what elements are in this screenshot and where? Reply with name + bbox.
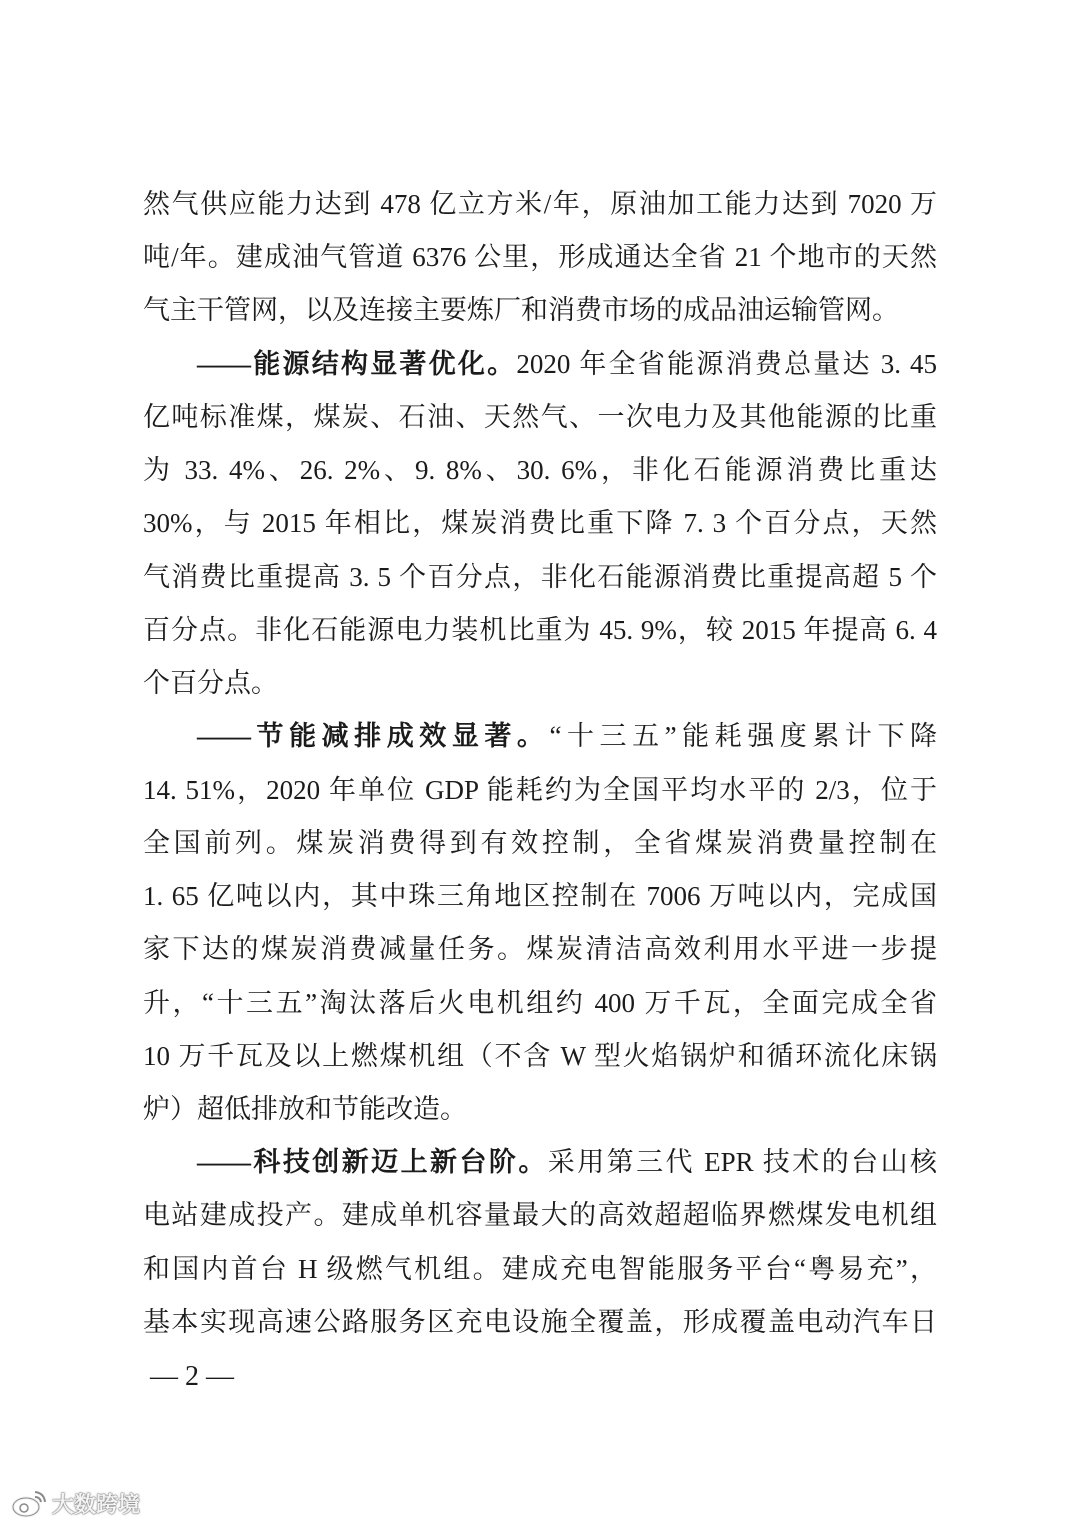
text-line: 30%，与 2015 年相比，煤炭消费比重下降 7. 3 个百分点，天然 [143, 508, 937, 539]
body-text [143, 178, 937, 1349]
text-line: 1. 65 亿吨以内，其中珠三角地区控制在 7006 万吨以内，完成国 [143, 881, 937, 912]
line-text: 2020 年全省能源消费总量达 3. 45 [516, 348, 938, 379]
line-text: “十三五”能耗强度累计下降 [549, 721, 937, 752]
weibo-logo-icon [10, 1488, 48, 1518]
text-line: 气消费比重提高 3. 5 个百分点，非化石能源消费比重提高超 5 个 [143, 561, 937, 592]
text-line: 电站建成投产。建成单机容量最大的高效超超临界燃煤发电机组 [143, 1200, 937, 1231]
text-line: 百分点。非化石能源电力装机比重为 45. 9%，较 2015 年提高 6. 4 [143, 614, 937, 645]
text-line: 10 万千瓦及以上燃煤机组（不含 W 型火焰锅炉和循环流化床锅 [143, 1040, 937, 1071]
text-line: 基本实现高速公路服务区充电设施全覆盖，形成覆盖电动汽车日 [143, 1306, 937, 1337]
section-heading: ——能源结构显著优化。 [197, 348, 517, 379]
text-line: 家下达的煤炭消费减量任务。煤炭清洁高效利用水平进一步提 [143, 934, 937, 965]
text-line [143, 338, 937, 391]
text-line [143, 1136, 937, 1189]
section-heading: ——节能减排成效显著。 [197, 721, 550, 752]
page-number: — 2 — [150, 1361, 234, 1392]
text-line [143, 710, 937, 763]
text-line: 和国内首台 H 级燃气机组。建成充电智能服务平台“粤易充”， [143, 1253, 937, 1284]
text-line: 然气供应能力达到 478 亿立方米/年，原油加工能力达到 7020 万 [143, 189, 937, 219]
watermark [10, 1486, 140, 1520]
text-line: 气主干管网，以及连接主要炼厂和消费市场的成品油运输管网。 [143, 295, 899, 326]
line-text: 采用第三代 EPR 技术的台山核 [547, 1147, 937, 1178]
watermark-text: 大数跨境 [52, 1492, 141, 1518]
text-line: 个百分点。 [143, 668, 278, 699]
text-line: 14. 51%，2020 年单位 GDP 能耗约为全国平均水平的 2/3，位于 [143, 774, 937, 805]
text-line: 炉）超低排放和节能改造。 [143, 1093, 467, 1124]
text-line: 亿吨标准煤，煤炭、石油、天然气、一次电力及其他能源的比重 [143, 401, 937, 432]
text-line: 吨/年。建成油气管道 6376 公里，形成通达全省 21 个地市的天然 [143, 242, 937, 273]
text-line: 全国前列。煤炭消费得到有效控制，全省煤炭消费量控制在 [143, 827, 937, 858]
text-line: 升，“十三五”淘汰落后火电机组约 400 万千瓦，全面完成全省 [143, 987, 937, 1018]
section-heading: ——科技创新迈上新台阶。 [197, 1147, 548, 1178]
text-line: 为 33. 4%、26. 2%、9. 8%、30. 6%，非化石能源消费比重达 [143, 455, 937, 486]
